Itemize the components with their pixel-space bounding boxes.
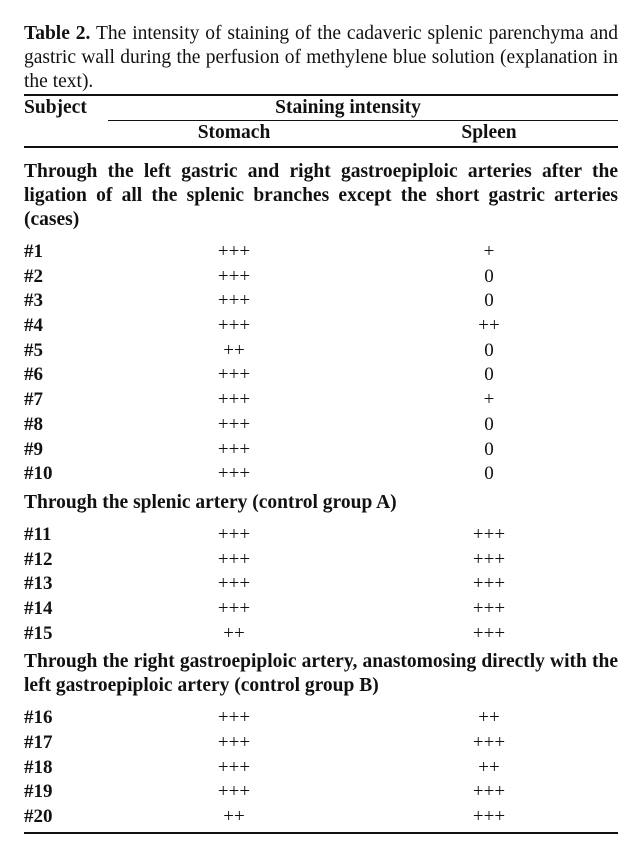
table-caption-text: The intensity of staining of the cadaveric splenic parenchyma and gastric wall during the perfusion of methylene blue solution (explanation in the text).	[24, 23, 618, 92]
row-stomach: +++	[217, 438, 251, 460]
row-spleen: +++	[472, 597, 506, 619]
row-subject: #3	[24, 290, 43, 312]
row-spleen: +++	[472, 732, 506, 753]
table-label: Table 2.	[24, 23, 91, 44]
table-row	[24, 265, 618, 290]
header-staining-intensity: Staining intensity	[275, 97, 421, 118]
row-spleen: 0	[484, 339, 494, 361]
row-stomach: +++	[217, 290, 251, 312]
row-subject: #19	[24, 781, 53, 803]
row-stomach: +++	[217, 463, 251, 485]
row-spleen: +++	[472, 523, 506, 545]
row-spleen: +	[483, 389, 495, 411]
row-stomach: +++	[217, 707, 251, 729]
row-stomach: ++	[223, 806, 245, 828]
header-stomach: Stomach	[197, 122, 271, 143]
table-caption	[24, 22, 618, 94]
row-spleen: +++	[472, 781, 506, 803]
row-subject: #8	[24, 413, 43, 435]
row-subject: #16	[24, 707, 53, 729]
table-row	[24, 622, 618, 647]
table-row	[24, 756, 618, 781]
bottom-rule	[24, 832, 618, 834]
row-spleen: +++	[472, 573, 506, 595]
table-row	[24, 339, 618, 364]
row-stomach: ++	[223, 622, 245, 644]
header-spleen: Spleen	[461, 122, 517, 143]
row-spleen: +++	[472, 622, 506, 644]
row-subject: #2	[24, 265, 43, 287]
table-row	[24, 805, 618, 830]
section-title: Through the splenic artery (control group A)	[24, 491, 397, 513]
table-row	[24, 289, 618, 314]
table-row	[24, 780, 618, 805]
table-header	[24, 96, 618, 146]
table-page	[24, 22, 618, 834]
row-spleen: ++	[478, 315, 500, 337]
row-subject: #7	[24, 389, 43, 411]
row-subject: #17	[24, 732, 53, 753]
row-spleen: +++	[472, 806, 506, 828]
table-row	[24, 388, 618, 413]
table-row	[24, 523, 618, 548]
row-subject: #4	[24, 315, 43, 337]
row-spleen: 0	[484, 413, 494, 435]
row-spleen: 0	[484, 438, 494, 460]
section-title: Through the left gastric and right gastroepiploic arteries after the ligation of all the splenic branches except the short gastric arteries (cases)	[24, 161, 618, 230]
header-bottom-rule	[24, 146, 618, 148]
row-subject: #5	[24, 339, 43, 361]
row-stomach: +++	[217, 548, 251, 570]
row-spleen: +	[483, 241, 495, 262]
row-stomach: +++	[217, 389, 251, 411]
row-stomach: +++	[217, 573, 251, 595]
section-rows	[24, 240, 618, 487]
row-stomach: +++	[217, 315, 251, 337]
row-stomach: +++	[217, 265, 251, 287]
section-rows	[24, 706, 618, 829]
row-spleen: 0	[484, 290, 494, 312]
row-stomach: +++	[217, 523, 251, 545]
row-spleen: 0	[484, 463, 494, 485]
row-stomach: +++	[217, 597, 251, 619]
row-subject: #14	[24, 597, 53, 619]
row-spleen: ++	[478, 756, 500, 778]
row-subject: #6	[24, 364, 43, 386]
row-spleen: +++	[472, 548, 506, 570]
row-subject: #18	[24, 756, 53, 778]
section-title: Through the right gastroepiploic artery, anastomosing directly with the left gastroepiploic artery (control group B)	[24, 651, 618, 697]
row-subject: #13	[24, 573, 53, 595]
row-spleen: ++	[478, 707, 500, 729]
table-row	[24, 438, 618, 463]
table-row	[24, 363, 618, 388]
row-subject: #12	[24, 548, 53, 570]
section-rows	[24, 523, 618, 646]
table-row	[24, 597, 618, 622]
row-subject: #1	[24, 241, 43, 262]
table-row	[24, 706, 618, 731]
row-stomach: +++	[217, 413, 251, 435]
row-stomach: +++	[217, 364, 251, 386]
row-subject: #15	[24, 622, 53, 644]
row-subject: #11	[24, 523, 52, 545]
row-spleen: 0	[484, 364, 494, 386]
row-subject: #20	[24, 806, 53, 828]
row-stomach: +++	[217, 781, 251, 803]
row-stomach: ++	[223, 339, 245, 361]
table-row	[24, 548, 618, 573]
table-row	[24, 314, 618, 339]
table-row	[24, 413, 618, 438]
row-spleen: 0	[484, 265, 494, 287]
header-subject: Subject	[24, 97, 87, 118]
table-row	[24, 462, 618, 487]
table-row	[24, 572, 618, 597]
row-stomach: +++	[217, 732, 251, 753]
row-stomach: +++	[217, 241, 251, 262]
row-subject: #10	[24, 463, 53, 485]
header-subrule	[108, 120, 618, 121]
table-row	[24, 240, 618, 265]
row-stomach: +++	[217, 756, 251, 778]
table-row	[24, 731, 618, 756]
row-subject: #9	[24, 438, 43, 460]
